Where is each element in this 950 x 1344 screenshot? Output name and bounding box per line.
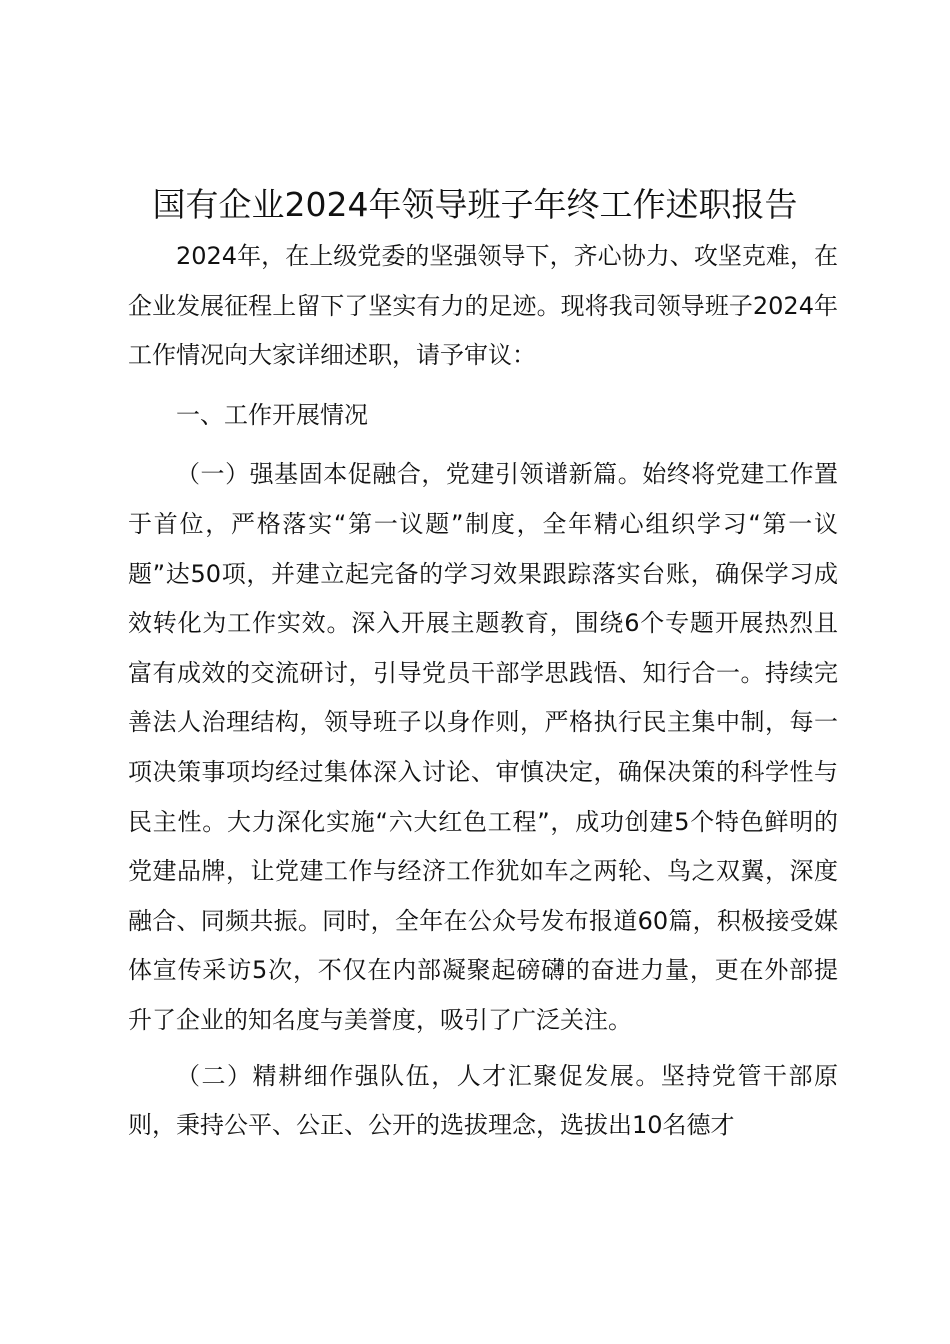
document-title: 国有企业2024年领导班子年终工作述职报告 <box>152 185 798 224</box>
paragraph-party-building: （一）强基固本促融合，党建引领谱新篇。始终将党建工作置于首位，严格落实“第一议题”制度，全年精心组织学习“第一议题”达50项，并建立起完备的学习效果跟踪落实台账，确保学习成效转化为工作实效。深入开展主题教育，围绕6个专题开展热烈且富有成效的交流研讨，引导党员干部学思践悟、知行合一。持续完善法人治理结构，领导班子以身作则，严格执行民主集中制，每一项决策事项均经过集体深入讨论、审慎决定，确保决策的科学性与民主性。大力深化实施“六大红色工程”，成功创建5个特色鲜明的党建品牌，让党建工作与经济工作犹如车之两轮、鸟之双翼，深度融合、同频共振。同时，全年在公众号发布报道60篇，积极接受媒体宣传采访5次，不仅在内部凝聚起磅礴的奋进力量，更在外部提升了企业的知名度与美誉度，吸引了广泛关注。 <box>128 460 838 1034</box>
intro-paragraph: 2024年，在上级党委的坚强领导下，齐心协力、攻坚克难，在企业发展征程上留下了坚实有力的足迹。现将我司领导班子2024年工作情况向大家详细述职，请予审议： <box>128 242 838 370</box>
section-heading: 一、工作开展情况 <box>176 400 368 429</box>
paragraph-talent: （二）精耕细作强队伍，人才汇聚促发展。坚持党管干部原则，秉持公平、公正、公开的选拔理念，选拔出10名德才 <box>128 1061 838 1140</box>
document-body <box>128 232 838 1151</box>
